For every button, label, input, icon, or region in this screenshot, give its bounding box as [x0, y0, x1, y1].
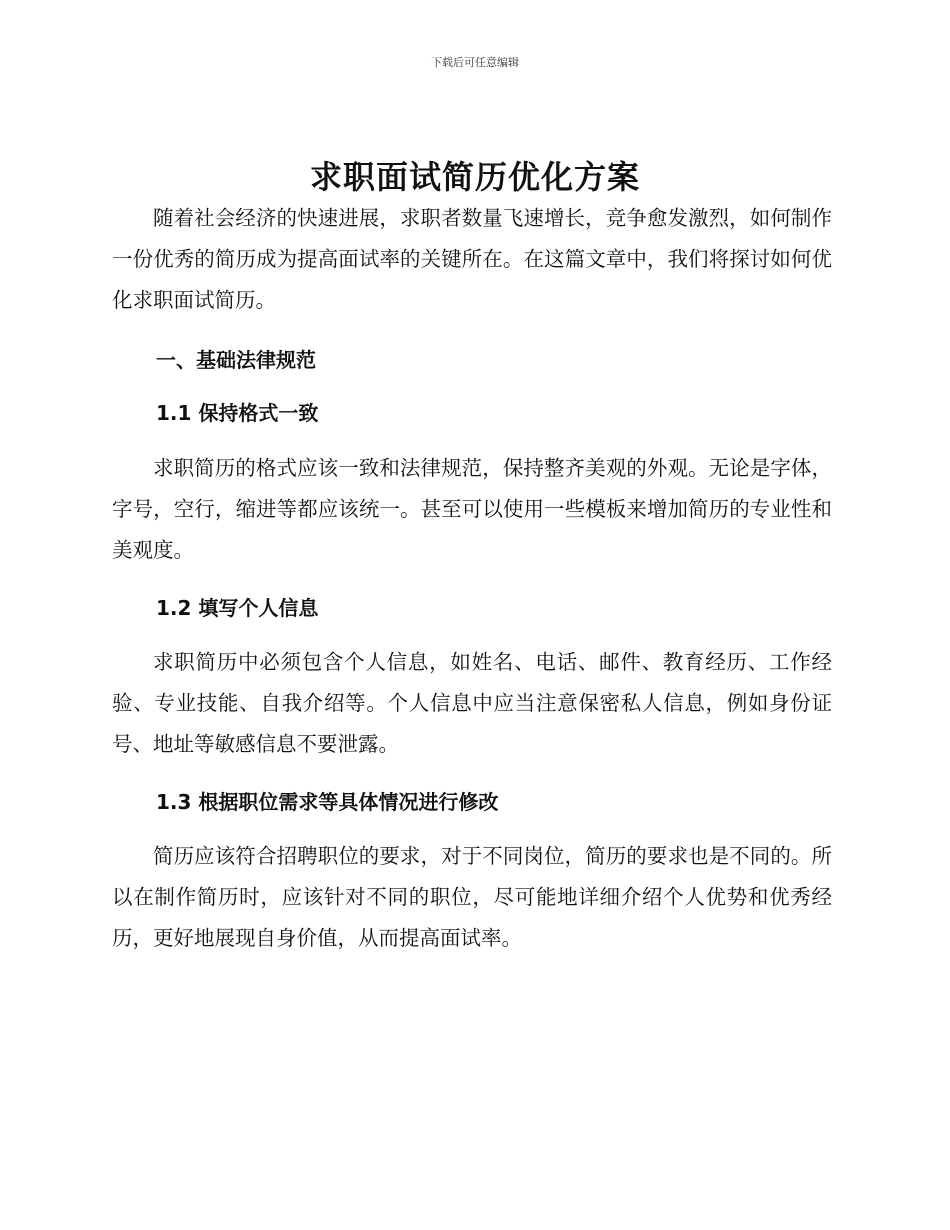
subsection-heading-1-3: 1.3 根据职位需求等具体情况进行修改 — [156, 790, 499, 814]
page-header: 下载后可任意编辑 — [431, 56, 519, 69]
subsection-body-1-1: 求职简历的格式应该一致和法律规范，保持整齐美观的外观。无论是字体，字号，空行，缩进等都应该统一。甚至可以使用一些模板来增加简历的专业性和美观度。 — [112, 456, 832, 562]
subsection-heading-1-1: 1.1 保持格式一致 — [156, 401, 319, 425]
subsection-heading-1-2: 1.2 填写个人信息 — [156, 596, 319, 620]
intro-paragraph: 随着社会经济的快速进展，求职者数量飞速增长，竞争愈发激烈，如何制作一份优秀的简历成为提高面试率的关键所在。在这篇文章中，我们将探讨如何优化求职面试简历。 — [112, 206, 832, 312]
section-heading-1: 一、基础法律规范 — [156, 348, 316, 372]
document-title: 求职面试简历优化方案 — [309, 158, 640, 196]
subsection-body-1-3: 简历应该符合招聘职位的要求，对于不同岗位，简历的要求也是不同的。所以在制作简历时，应该针对不同的职位，尽可能地详细介绍个人优势和优秀经历，更好地展现自身价值，从而提高面试率。 — [112, 844, 832, 950]
subsection-body-1-2: 求职简历中必须包含个人信息，如姓名、电话、邮件、教育经历、工作经验、专业技能、自我介绍等。个人信息中应当注意保密私人信息，例如身份证号、地址等敏感信息不要泄露。 — [112, 650, 832, 756]
